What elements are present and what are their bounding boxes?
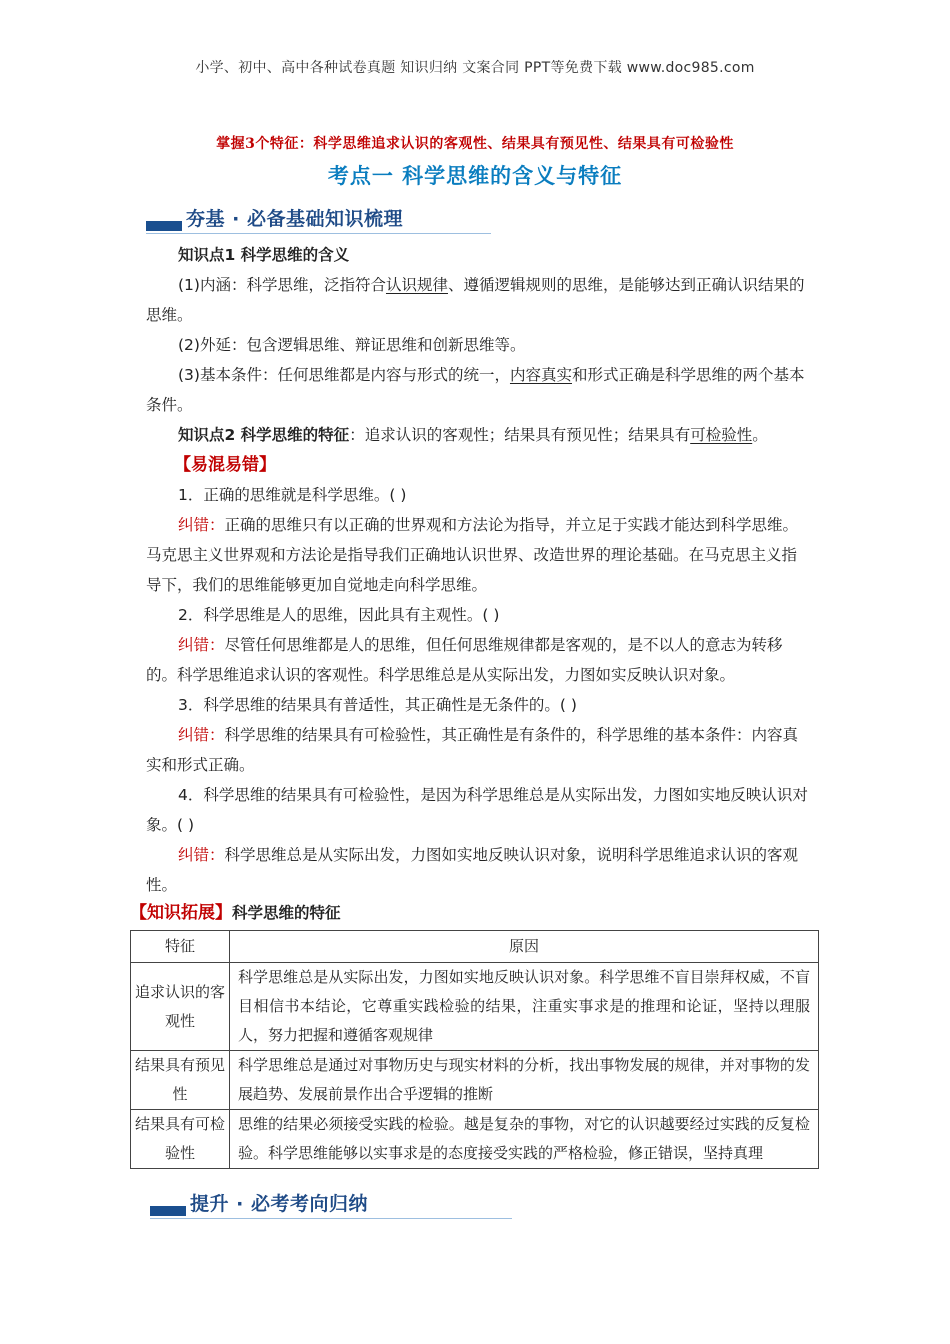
table-row — [131, 963, 819, 1051]
mistake-question-1: 1．正确的思维就是科学思维。( ) — [178, 486, 407, 504]
kp1-item-connotation: (1)内涵：科学思维，泛指符合认识规律、遵循逻辑规则的思维，是能够达到正确认识结果的思维。 — [146, 276, 805, 324]
table-cell-reason: 科学思维总是通过对事物历史与现实材料的分析，找出事物发展的规律，并对事物的发展趋势、发展前景作出合乎逻辑的推断 — [230, 1051, 819, 1110]
kp2-line: 知识点2 科学思维的特征：追求认识的客观性；结果具有预见性；结果具有可检验性。 — [178, 426, 768, 444]
table-header-row — [131, 931, 819, 963]
table-cell-reason: 科学思维总是从实际出发，力图如实地反映认识对象。科学思维不盲目崇拜权威，不盲目相信书本结论，它尊重实践检验的结果，注重实事求是的推理和论证，坚持以理服人，努力把握和遵循客观规律 — [230, 963, 819, 1051]
mistakes-heading: 【易混易错】 — [174, 455, 276, 475]
table-row — [131, 1051, 819, 1110]
kp1-item-conditions: (3)基本条件：任何思维都是内容与形式的统一，内容真实和形式正确是科学思维的两个基本条件。 — [146, 366, 805, 414]
mistake-question-4: 4．科学思维的结果具有可检验性，是因为科学思维总是从实际出发，力图如实地反映认识对象。( ) — [146, 786, 808, 834]
table-cell-feature: 追求认识的客观性 — [131, 963, 230, 1051]
section-bar-basics — [146, 207, 491, 234]
table-cell-feature: 结果具有可检验性 — [131, 1110, 230, 1169]
section-marker-block — [150, 1206, 186, 1216]
point-title: 考点一 科学思维的含义与特征 — [327, 164, 623, 188]
features-table — [130, 930, 819, 1169]
mistake-correction-4: 纠错：科学思维总是从实际出发，力图如实地反映认识对象，说明科学思维追求认识的客观性。 — [146, 846, 799, 894]
table-header-reason: 原因 — [230, 931, 819, 963]
kp1-title: 知识点1 科学思维的含义 — [178, 246, 350, 264]
table-row — [131, 1110, 819, 1169]
table-cell-feature: 结果具有预见性 — [131, 1051, 230, 1110]
section-marker-block — [146, 221, 182, 231]
knowledge-content — [146, 240, 808, 900]
mistake-question-3: 3．科学思维的结果具有普适性，其正确性是无条件的。( ) — [178, 696, 577, 714]
table-header-feature: 特征 — [131, 931, 230, 963]
kp1-item-extension: (2)外延：包含逻辑思维、辩证思维和创新思维等。 — [178, 336, 526, 354]
mistake-correction-1: 纠错：正确的思维只有以正确的世界观和方法论为指导，并立足于实践才能达到科学思维。马克思主义世界观和方法论是指导我们正确地认识世界、改造世界的理论基础。在马克思主义指导下，我们的思维能够更加自觉地走向科学思维。 — [146, 516, 799, 594]
site-banner: 小学、初中、高中各种试卷真题 知识归纳 文案合同 PPT等免费下载 www.doc985.com — [195, 60, 755, 76]
table-cell-reason: 思维的结果必须接受实践的检验。越是复杂的事物，对它的认识越要经过实践的反复检验。科学思维能够以实事求是的态度接受实践的严格检验，修正错误，坚持真理 — [230, 1110, 819, 1169]
section-label-advance: 提升 · 必考考向归纳 — [190, 1193, 368, 1215]
section-label-basics: 夯基 · 必备基础知识梳理 — [186, 208, 403, 230]
section-bar-advance — [150, 1192, 512, 1219]
mistake-correction-3: 纠错：科学思维的结果具有可检验性，其正确性是有条件的，科学思维的基本条件：内容真实和形式正确。 — [146, 726, 799, 774]
mistake-correction-2: 纠错：尽管任何思维都是人的思维，但任何思维规律都是客观的，是不以人的意志为转移的。科学思维追求认识的客观性。科学思维总是从实际出发，力图如实反映认识对象。 — [146, 636, 783, 684]
extension-heading: 【知识拓展】科学思维的特征 — [130, 903, 341, 923]
key-features-line: 掌握3个特征：科学思维追求认识的客观性、结果具有预见性、结果具有可检验性 — [216, 136, 734, 152]
mistake-question-2: 2．科学思维是人的思维，因此具有主观性。( ) — [178, 606, 500, 624]
